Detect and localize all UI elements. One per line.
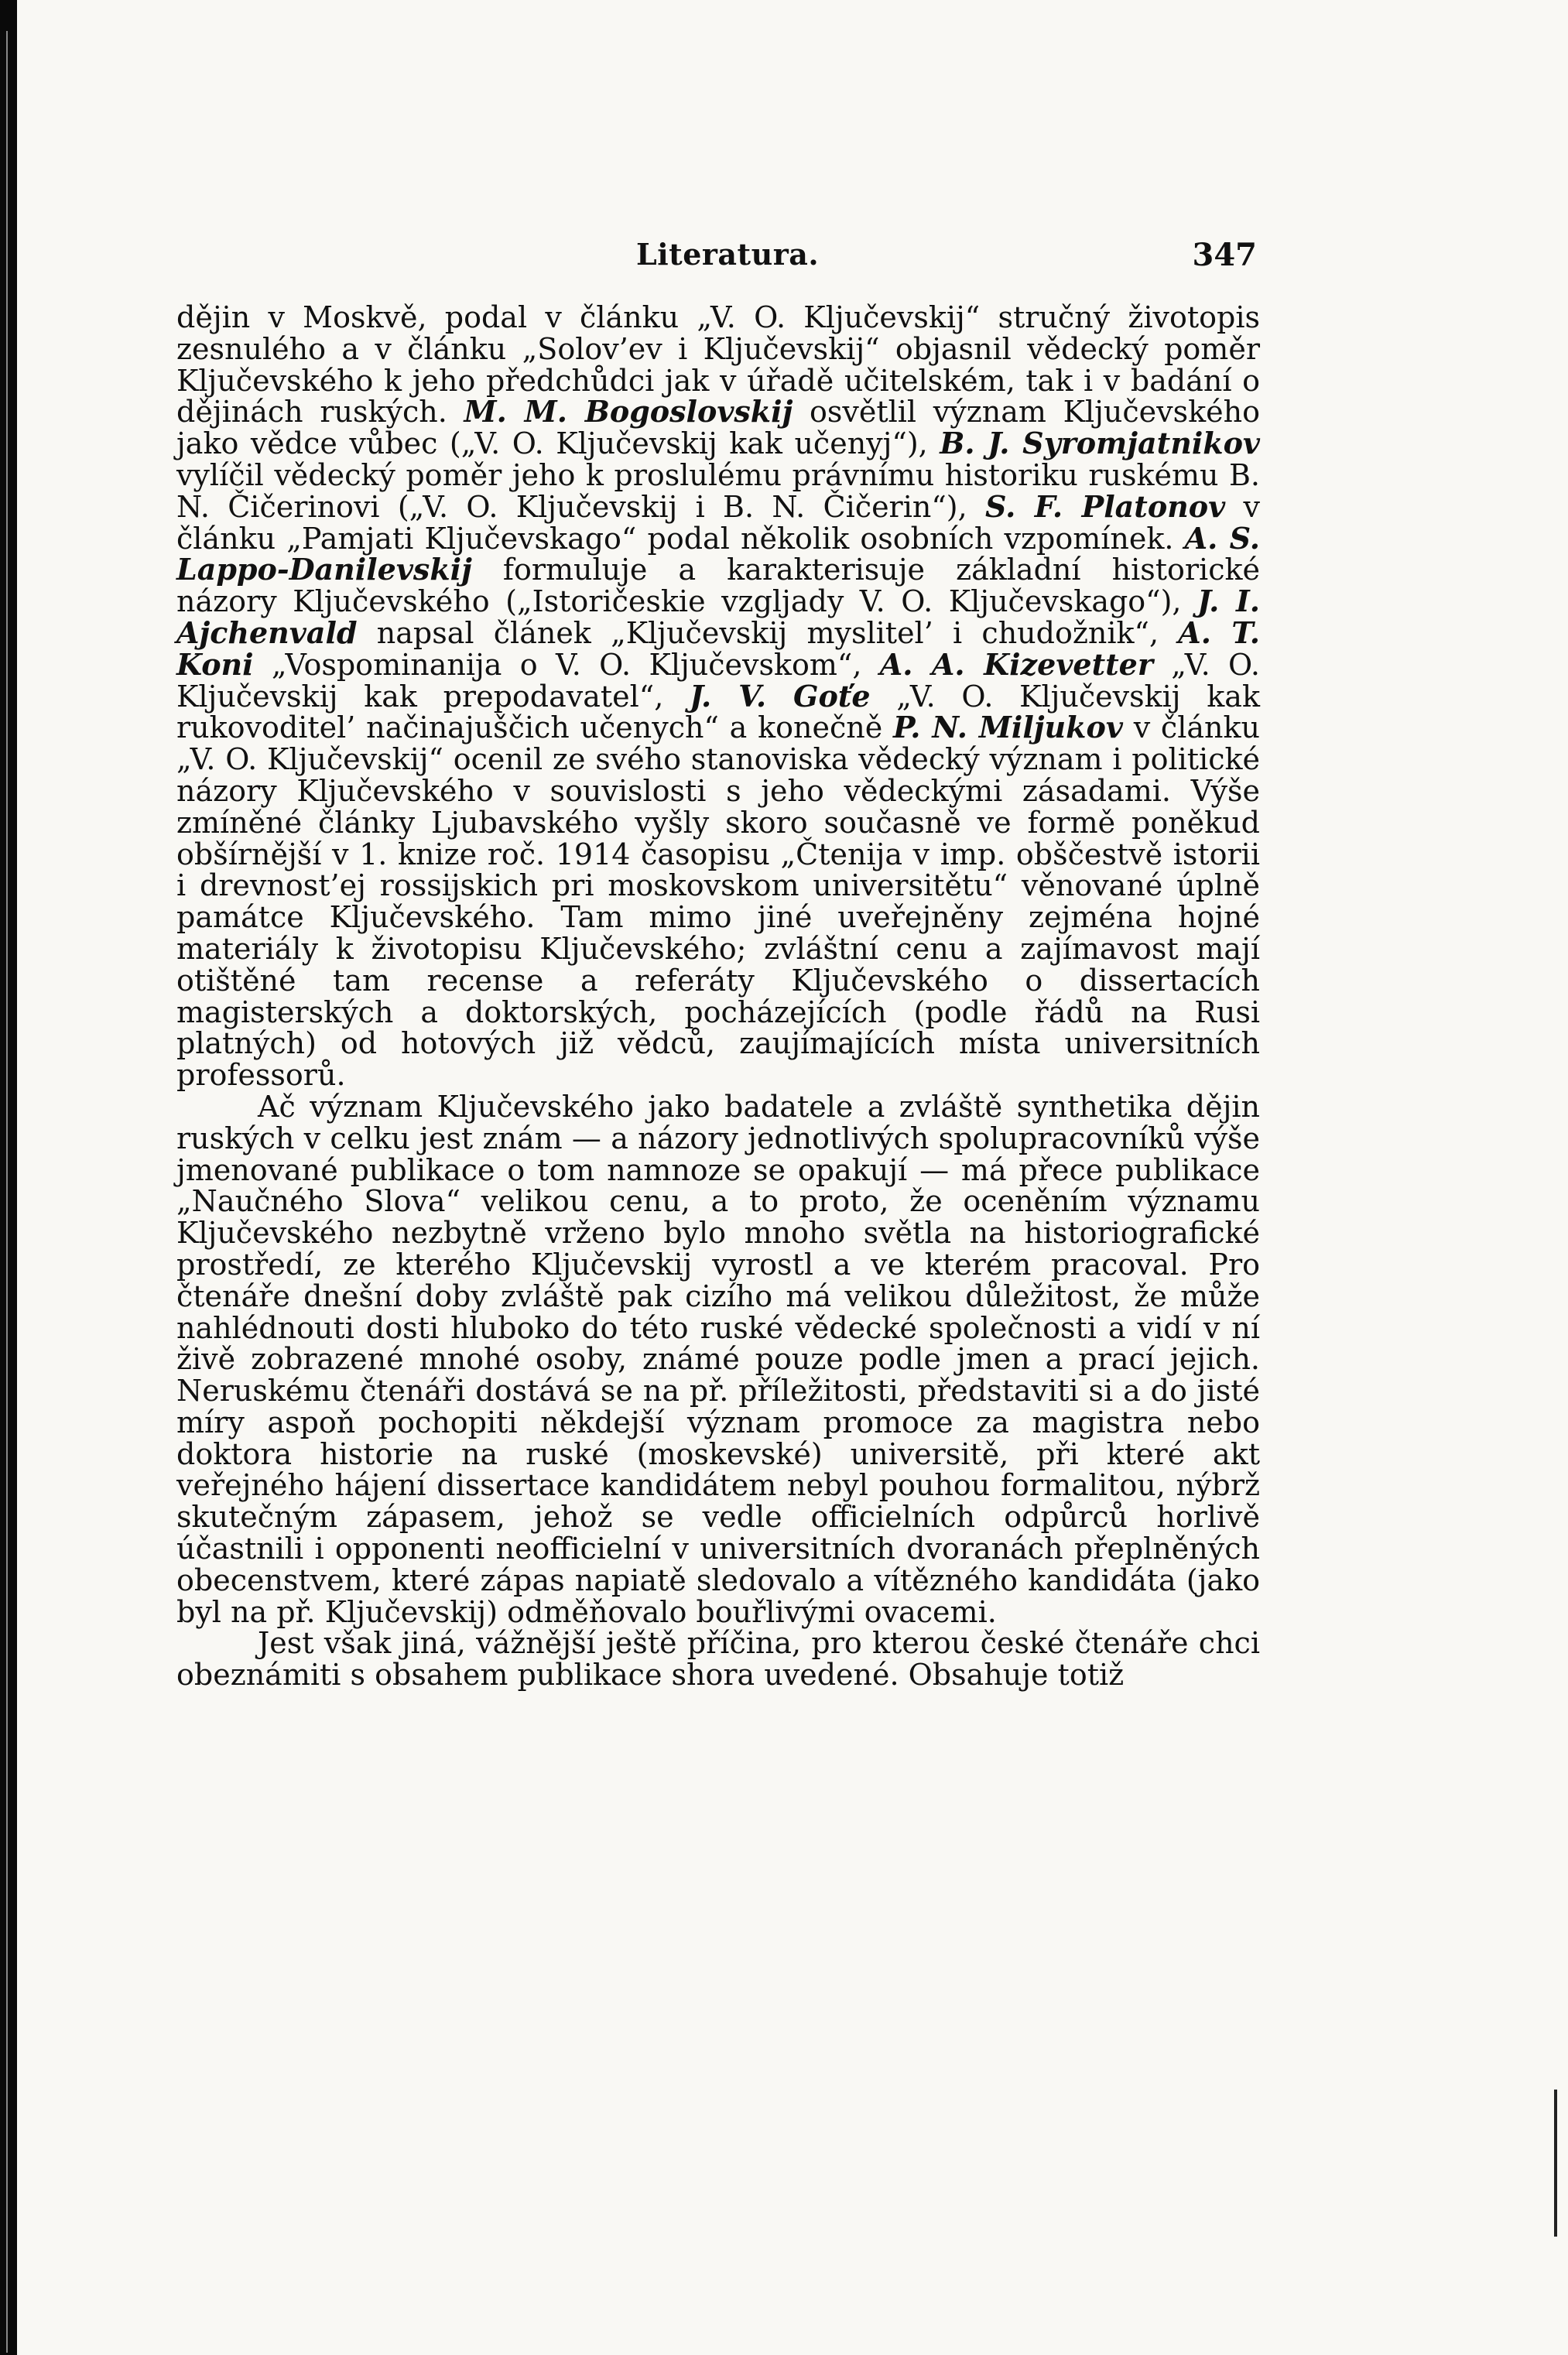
- author-name: J. V. Goťe: [689, 678, 871, 714]
- author-name: A. T. Koni: [176, 614, 1260, 682]
- text-run: Jest však jiná, vážnější ještě příčina, pro kterou české čtenáře chci obeznámiti s obsahem publikace shora uvedené. Obsahuje totiž: [176, 1626, 1260, 1693]
- author-name: B. J. Syromjatnikov: [940, 426, 1261, 461]
- text-run: „V. O. Ključevskij kak prepodavatel“,: [176, 647, 1261, 714]
- paragraph: [176, 302, 1260, 1091]
- paragraph: [176, 1628, 1260, 1691]
- author-name: J. I. Ajchenvald: [176, 584, 1260, 650]
- text-run: dějin v Moskvě, podal v článku „V. O. Ključevskij“ stručný životopis zesnulého a v článku „Solov’ev i Ključevskij“ objasnil vědecký poměr Ključevského k jeho předchůdci jak v úřadě učitelském, tak i v badání o dějinách ruských.: [176, 300, 1260, 430]
- author-name: M. M. Bogoslovskij: [464, 394, 793, 430]
- text-run: „V. O. Ključevskij kak rukovoditel’ načinajuščich učenych“ a konečně: [176, 679, 1260, 745]
- page-number: 347: [1192, 237, 1257, 273]
- running-head: [176, 232, 1257, 279]
- author-name: S. F. Platonov: [985, 488, 1226, 524]
- text-run: „Vospominanija o V. O. Ključevskom“,: [253, 647, 880, 682]
- author-name: A. S. Lappo-Danilevskij: [176, 520, 1260, 587]
- text-run: v článku „V. O. Ključevskij“ ocenil ze svého stanoviska vědecký význam i politické názory Ključevského v souvislosti s jeho vědeckými zásadami. Výše zmíněné články Ljubavského vyšly skoro současně ve formě poněkud obšírnější v 1. knize roč. 1914 časopisu „Čtenija v imp. obščestvě istorii i drevnost’ej rossijskich pri moskovskom universitětu“ věnované úplně památce Ključevského. Tam mimo jiné uveřejněny zejména hojné materiály k životopisu Ključevského; zvláštní cenu a zajímavost mají otištěné tam recense a referáty Ključevského o dissertacích magisterských a doktorských, pocházejících (podle řádů na Rusi platných) od hotových již vědců, zaujímajících místa universitních professorů.: [176, 710, 1260, 1093]
- text-run: osvětlil význam Ključevského jako vědce vůbec („V. O. Ključevskij kak učenyj“),: [176, 395, 1261, 461]
- page-left-edge: [0, 0, 17, 2355]
- text-run: vylíčil vědecký poměr jeho k proslulému právnímu historiku ruskému B. N. Čičerinovi („V. O. Ključevskij i B. N. Čičerin“),: [176, 457, 1260, 524]
- body-text: [176, 302, 1260, 1691]
- text-run: v článku „Pamjati Ključevskago“ podal několik osobních vzpomínek.: [176, 489, 1260, 556]
- running-title: Literatura.: [636, 237, 820, 272]
- text-run: formuluje a karakterisuje základní historické názory Ključevského („Istoričeskie vzgljady V. O. Ključevskago“),: [176, 553, 1260, 619]
- author-name: A. A. Kizevetter: [879, 646, 1153, 682]
- text-run: Ač význam Ključevského jako badatele a zvláště synthetika dějin ruských v celku jest znám — a názory jednotlivých spolupracovníků výše jmenované publikace o tom namnoze se opakují — má přece publikace „Naučného Slova“ velikou cenu, a to proto, že oceněním významu Ključevského nezbytně vrženo bylo mnoho světla na historiografické prostředí, ze kterého Ključevskij vyrostl a ve kterém pracoval. Pro čtenáře dnešní doby zvláště pak cizího má velikou důležitost, že může nahlédnouti dosti hluboko do této ruské vědecké společnosti a vidí v ní živě zobrazené mnohé osoby, známé pouze podle jmen a prací jejich. Neruskému čtenáři dostává se na př. příležitosti, představiti si a do jisté míry aspoň pochopiti někdejší význam promoce za magistra nebo doktora historie na ruské (moskevské) universitě, při které akt veřejného hájení dissertace kandidátem nebyl pouhou formalitou, nýbrž skutečným zápasem, jehož se vedle officielních odpůrců horlivě účastnili i opponenti neofficielní v universitních dvoranách přeplněných obecenstvem, které zápas napiatě sledovalo a vítězného kandidáta (jako byl na př. Ključevskij) odměňovalo bouřlivými ovacemi.: [176, 1089, 1260, 1629]
- paragraph: [176, 1091, 1260, 1628]
- scan-edge-mark: [1554, 2090, 1557, 2237]
- text-run: napsal článek „Ključevskij myslitel’ i chudožnik“,: [357, 615, 1179, 650]
- author-name: P. N. Miljukov: [892, 710, 1123, 745]
- binding-line: [6, 31, 8, 2353]
